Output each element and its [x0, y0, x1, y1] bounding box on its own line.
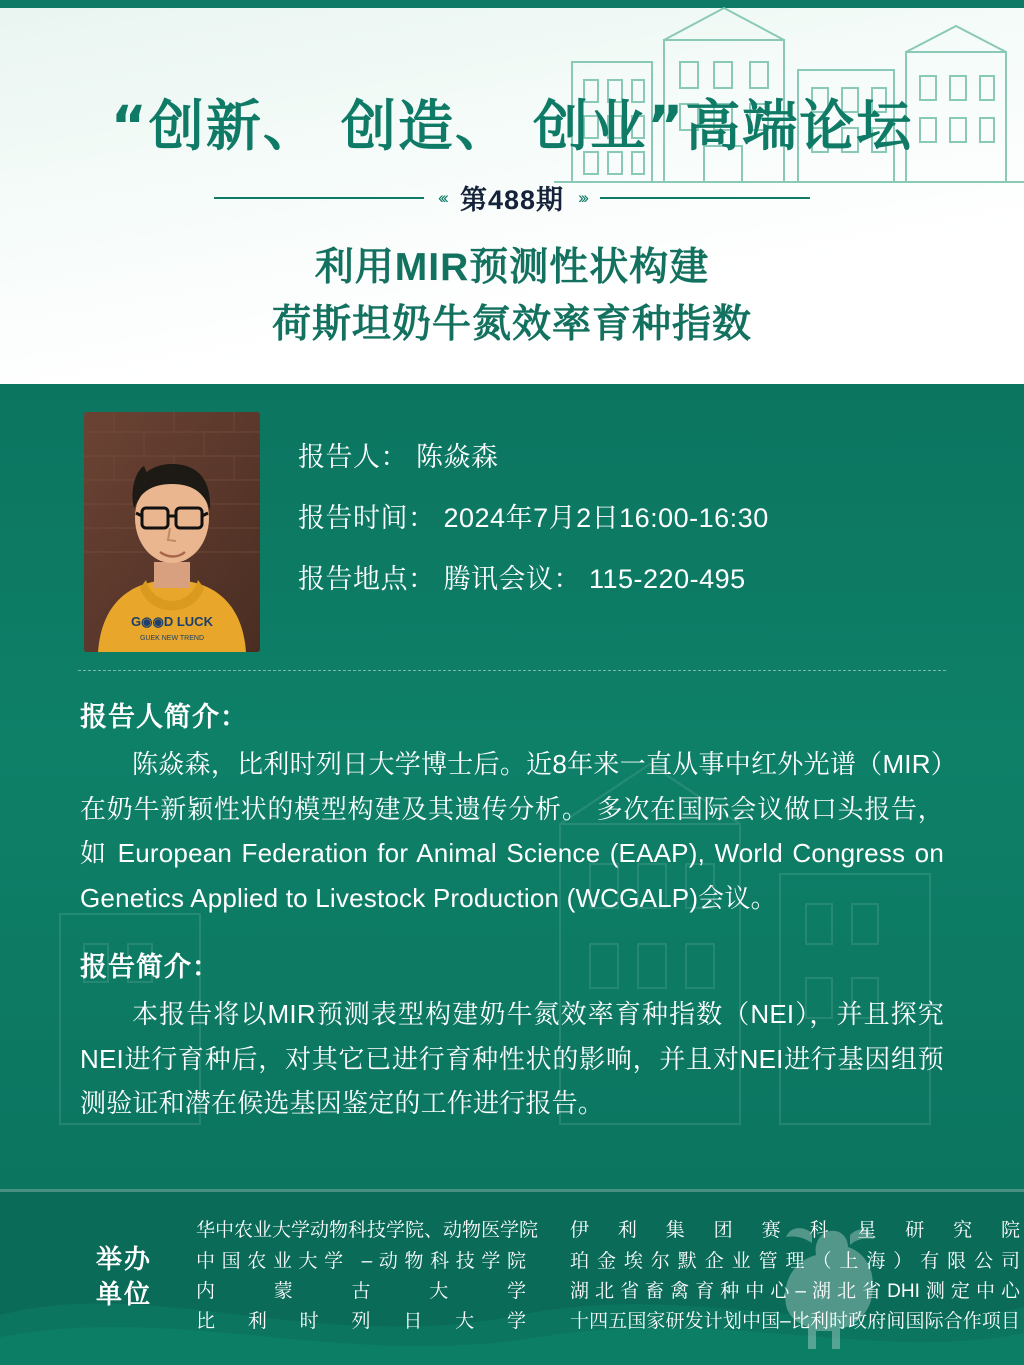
bio-title: 报告人简介： [80, 702, 248, 732]
abstract-title: 报告简介： [80, 951, 220, 982]
poster-footer [0, 1189, 1024, 1365]
poster-subtitle [0, 240, 1024, 353]
issue-number: 第488期 [459, 185, 565, 215]
svg-text:GUEK NEW TREND: GUEK NEW TREND [139, 635, 205, 642]
organizer-item: 内蒙古大学 [196, 1281, 527, 1302]
speaker-portrait [84, 412, 260, 652]
issue-rule-right [600, 197, 810, 199]
bio-text: 陈焱森，比利时列日大学博士后。近8年来一直从事中红外光谱（MIR）在奶牛新颖性状的模型构建及其遗传分析。 多次在国际会议做口头报告， 如 European Federation for Animal Science (EAAP), World Congress on Genetics Applied to Livestock Production (WCGALP)会议。 [80, 749, 944, 914]
organizer-list-right [570, 1216, 1020, 1338]
organizer-item: 伊利集团赛科星研究院 [570, 1220, 1021, 1242]
organizer-item: 十四五国家研发计划中国–比利时政府间国际合作项目 [570, 1311, 1021, 1333]
header-accent-bar [0, 0, 1024, 8]
subtitle-line-1: 利用MIR预测性状构建 [314, 246, 710, 289]
speaker-name-line: 报告人： 陈焱森 [298, 442, 499, 472]
page-title: “创新、 创造、 创业”高端论坛 [110, 94, 914, 158]
speaker-place-line: 报告地点： 腾讯会议： 115-220-495 [298, 564, 746, 594]
section-divider [78, 670, 946, 671]
organizer-list-left [196, 1216, 539, 1338]
poster-body [0, 384, 1024, 1189]
subtitle-line-2: 荷斯坦奶牛氮效率育种指数 [271, 302, 752, 346]
organizer-item: 中国农业大学 –动物科技学院 [196, 1250, 527, 1272]
speaker-info [298, 412, 769, 627]
organizer-item: 比利时列日大学 [196, 1311, 527, 1333]
organizer-item: 华中农业大学动物科技学院、动物医学院 [196, 1220, 539, 1242]
issue-rule-left [214, 197, 424, 199]
abstract-text: 本报告将以MIR预测表型构建奶牛氮效率育种指数（NEI），并且探究NEI进行育种后，对其它已进行育种性状的影响，并且对NEI进行基因组预测验证和潜在候选基因鉴定的工作进行报告。 [80, 998, 944, 1119]
svg-text:G◉◉D LUCK: G◉◉D LUCK [131, 614, 213, 629]
organizer-item: 珀金埃尔默企业管理（上海）有限公司 [570, 1250, 1021, 1272]
speaker-time-line: 报告时间： 2024年7月2日16:00-16:30 [298, 503, 769, 533]
organizer-item: 湖北省畜禽育种中心–湖北省DHI测定中心 [570, 1281, 1021, 1302]
organizer-label [96, 1242, 152, 1312]
bio-section [0, 695, 1024, 921]
abstract-section [0, 945, 1024, 1126]
chevron-right-icon: ››› [578, 187, 587, 207]
organizer-label-line-2: 单位 [96, 1279, 153, 1309]
organizer-label-line-1: 举办 [96, 1243, 153, 1274]
footer-content [0, 1189, 1024, 1365]
issue-row [0, 178, 1024, 217]
speaker-block [0, 384, 1024, 652]
poster-header [0, 0, 1024, 384]
chevron-left-icon: ‹‹‹ [437, 187, 446, 207]
